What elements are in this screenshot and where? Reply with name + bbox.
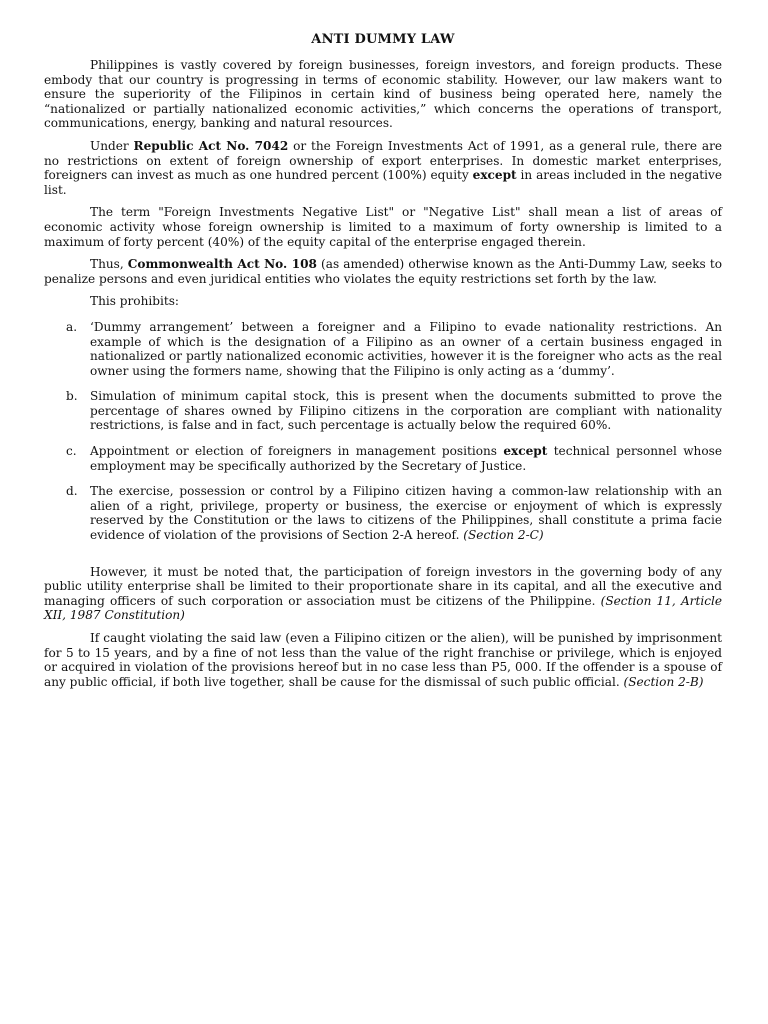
list-marker: a. [66,319,78,334]
text-run: If caught violating the said law (even a Filipino citizen or the alien), will be punished by imprisonment for 5 to 15 years, and by a fine of not less than the value of the right franchise or privilege, which is enjoyed or acquired in violation of the provisions hereof but in no case less than P5, 000. If the offender is a spouse of any public official, if both live together, shall be cause for the dismissal of such public official. [44,631,722,689]
text-run: Under [90,138,134,153]
list-item-text: technical personnel whose employment may be specifically authorized by the Secretary of Justice. [90,444,722,473]
paragraph-negative-list: The term "Foreign Investments Negative List" or "Negative List" shall mean a list of areas of economic activity whose foreign ownership is limited to a maximum of forty ownership is limited to a maximum of forty percent (40%) of the equity capital of the enterprise engaged therein. [44,205,722,249]
document-title: ANTI DUMMY LAW [311,32,455,47]
list-item [44,444,722,473]
section-citation: (Section 2-C) [463,528,544,543]
list-item [44,320,722,378]
list-item [44,389,722,433]
prohibitions-list [44,320,722,543]
text-run: (as amended) otherwise known as the Anti-Dummy Law, seeks to penalize persons and even juridical entities who violates the equity restrictions set forth by the law. [44,257,722,286]
list-item-text: Simulation of minimum capital stock, this is present when the documents submitted to prove the percentage of shares owned by Filipino citizens in the corporation are compliant with nationality restrictions, is false and in fact, such percentage is actually below the required 60%. [90,389,722,433]
list-item-text: ‘Dummy arrangement’ between a foreigner and a Filipino to evade nationality restrictions. An example of which is the designation of a Filipino as an owner of a certain business engaged in nationalized or partly nationalized economic activities, however it is the foreigner who acts as the real owner using the formers name, showing that the Filipino is only acting as a ‘dummy’. [90,319,722,378]
paragraph-intro: Philippines is vastly covered by foreign businesses, foreign investors, and foreign products. These embody that our country is progressing in terms of economic stability. However, our law makers want to ensure the superiority of the Filipinos in certain kind of business being operated here, namely the “nationalized or partially nationalized economic activities,” which concerns the operations of transport, communications, energy, banking and natural resources. [44,58,722,131]
paragraph-governing-body [44,565,722,623]
list-item-text: Appointment or election of foreigners in management positions [90,444,504,459]
section-citation: (Section 11, Article XII, 1987 Constitution) [44,593,722,623]
paragraph-republic-act [44,139,722,197]
text-run: or the Foreign Investments Act of 1991, as a general rule, there are no restrictions on extent of foreign ownership of export enterprises. In domestic market enterprises, foreigners can invest as much as one hundred percent (100%) equity [44,138,723,183]
text-run: Thus, [90,257,128,272]
republic-act-reference: Republic Act No. 7042 [133,138,289,153]
list-item-text: The exercise, possession or control by a Filipino citizen having a common-law relationship with an alien of a right, privilege, property or business, the exercise or enjoyment of which is expressly reserved by the Constitution or the laws to citizens of the Philippines, shall constitute a prima facie evidence of violation of the provisions of Section 2-A hereof. [90,484,722,543]
list-marker: c. [66,444,77,459]
text-run: in areas included in the negative list. [44,168,722,197]
paragraph-prohibits: This prohibits: [90,294,179,309]
text-run: However, it must be noted that, the participation of foreign investors in the governing body of any public utility enterprise shall be limited to their proportionate share in its capital, and all the executive and managing officers of such corporation or association must be citizens of the Philippine. [44,564,722,608]
paragraph-penalties [44,631,722,689]
list-marker: d. [66,484,78,499]
emphasis-except: except [503,444,548,459]
section-citation: (Section 2-B) [623,674,704,689]
commonwealth-act-reference: Commonwealth Act No. 108 [127,257,317,272]
list-marker: b. [66,389,78,404]
paragraph-commonwealth-act [44,257,722,286]
emphasis-except: except [472,168,517,183]
list-item [44,484,722,542]
